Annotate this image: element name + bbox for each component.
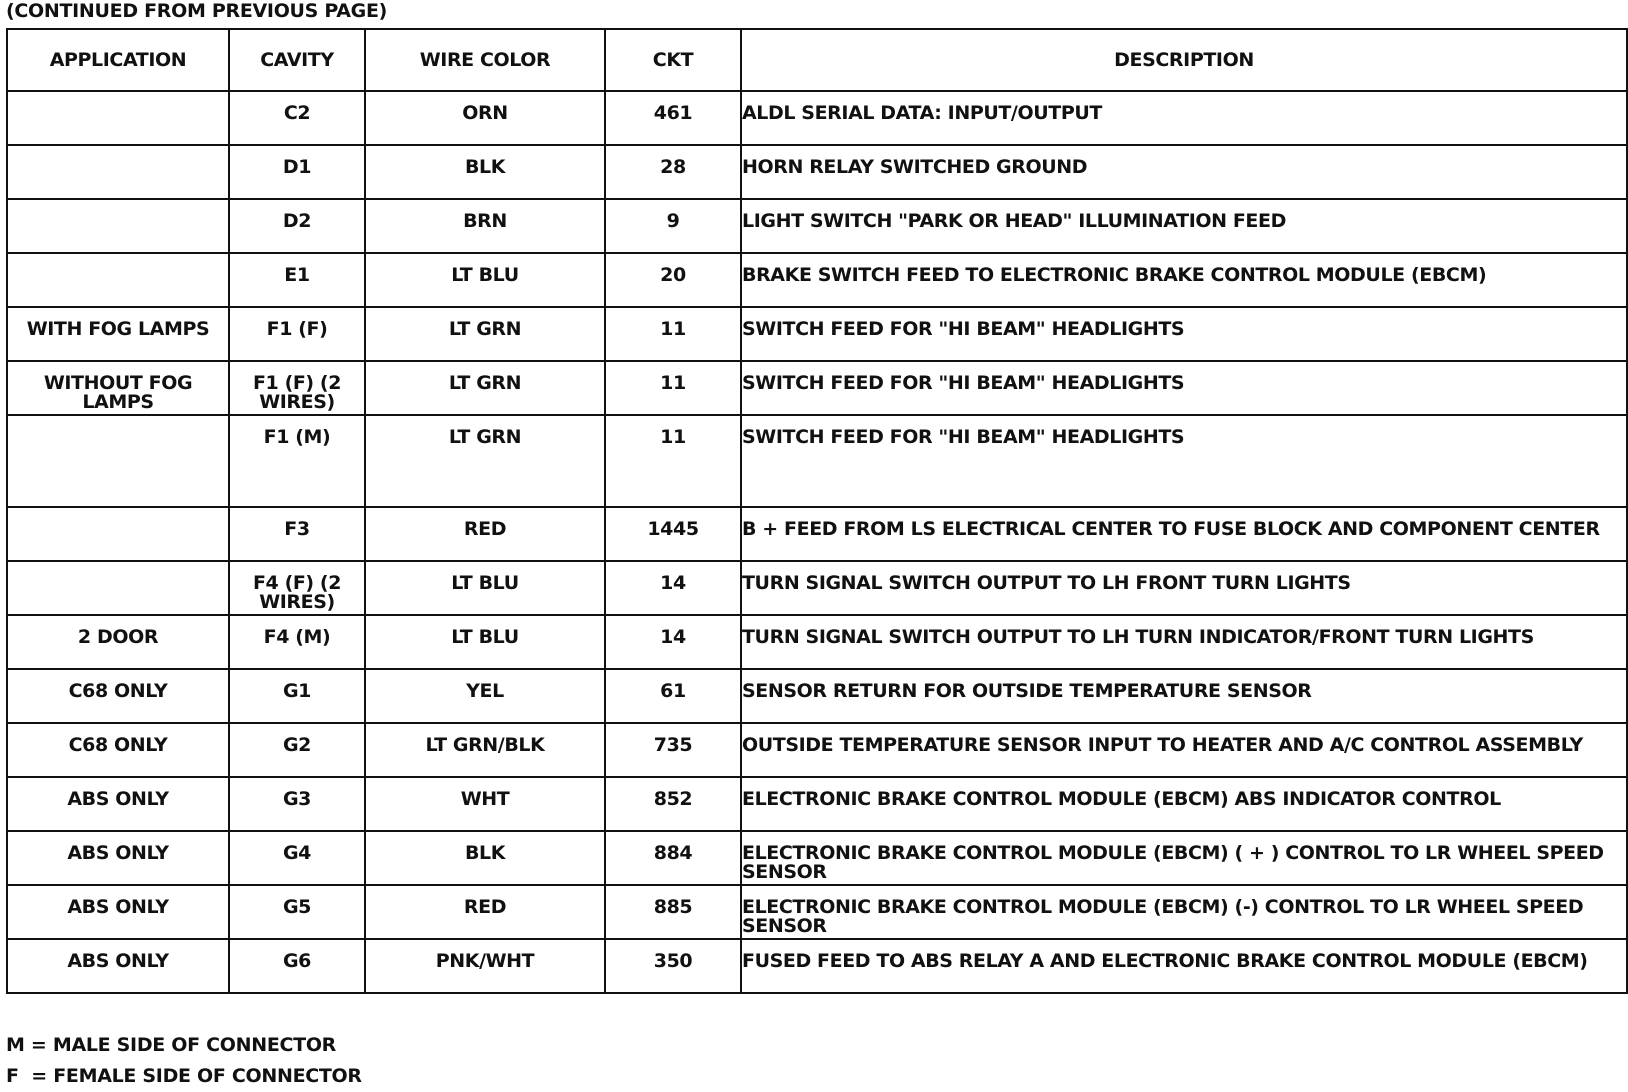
- cell-application: [7, 507, 229, 561]
- cell-application: C68 ONLY: [7, 669, 229, 723]
- cell-ckt: 852: [605, 777, 741, 831]
- column-header-wire-color: WIRE COLOR: [365, 29, 605, 91]
- cell-ckt: 61: [605, 669, 741, 723]
- cell-cavity: F1 (M): [229, 415, 365, 507]
- cell-description: ELECTRONIC BRAKE CONTROL MODULE (EBCM) ( + ) CONTROL TO LR WHEEL SPEED SENSOR: [741, 831, 1627, 885]
- cell-application: ABS ONLY: [7, 777, 229, 831]
- cell-description: HORN RELAY SWITCHED GROUND: [741, 145, 1627, 199]
- cell-wire-color: WHT: [365, 777, 605, 831]
- cell-application: [7, 91, 229, 145]
- cell-ckt: 14: [605, 615, 741, 669]
- cell-wire-color: LT BLU: [365, 615, 605, 669]
- cell-application: ABS ONLY: [7, 939, 229, 993]
- cell-wire-color: LT GRN: [365, 361, 605, 415]
- cell-cavity: F4 (M): [229, 615, 365, 669]
- cell-wire-color: LT BLU: [365, 561, 605, 615]
- cell-application: [7, 561, 229, 615]
- cell-description: SWITCH FEED FOR "HI BEAM" HEADLIGHTS: [741, 307, 1627, 361]
- table-row: [7, 253, 1627, 307]
- cell-description: ELECTRONIC BRAKE CONTROL MODULE (EBCM) ABS INDICATOR CONTROL: [741, 777, 1627, 831]
- cell-ckt: 735: [605, 723, 741, 777]
- cell-ckt: 11: [605, 307, 741, 361]
- cell-wire-color: LT BLU: [365, 253, 605, 307]
- column-header-cavity: CAVITY: [229, 29, 365, 91]
- cell-ckt: 9: [605, 199, 741, 253]
- cell-ckt: 885: [605, 885, 741, 939]
- cell-application: [7, 199, 229, 253]
- cell-wire-color: LT GRN: [365, 307, 605, 361]
- cell-wire-color: LT GRN/BLK: [365, 723, 605, 777]
- cell-wire-color: ORN: [365, 91, 605, 145]
- table-row: [7, 361, 1627, 415]
- cell-description: ALDL SERIAL DATA: INPUT/OUTPUT: [741, 91, 1627, 145]
- table-row: [7, 669, 1627, 723]
- cell-cavity: E1: [229, 253, 365, 307]
- footnote-male: M = MALE SIDE OF CONNECTOR: [6, 1034, 336, 1056]
- cell-wire-color: PNK/WHT: [365, 939, 605, 993]
- cell-description: SWITCH FEED FOR "HI BEAM" HEADLIGHTS: [741, 415, 1627, 507]
- cell-application: C68 ONLY: [7, 723, 229, 777]
- table-row: [7, 507, 1627, 561]
- cell-wire-color: BLK: [365, 831, 605, 885]
- column-header-description: DESCRIPTION: [741, 29, 1627, 91]
- cell-wire-color: RED: [365, 507, 605, 561]
- cell-cavity: G2: [229, 723, 365, 777]
- cell-description: B + FEED FROM LS ELECTRICAL CENTER TO FUSE BLOCK AND COMPONENT CENTER: [741, 507, 1627, 561]
- cell-ckt: 14: [605, 561, 741, 615]
- cell-description: SENSOR RETURN FOR OUTSIDE TEMPERATURE SENSOR: [741, 669, 1627, 723]
- cell-cavity: C2: [229, 91, 365, 145]
- table-row: [7, 723, 1627, 777]
- table-row: [7, 561, 1627, 615]
- cell-ckt: 884: [605, 831, 741, 885]
- cell-description: LIGHT SWITCH "PARK OR HEAD" ILLUMINATION FEED: [741, 199, 1627, 253]
- cell-application: WITH FOG LAMPS: [7, 307, 229, 361]
- cell-application: ABS ONLY: [7, 831, 229, 885]
- cell-cavity: F1 (F): [229, 307, 365, 361]
- table-row: [7, 615, 1627, 669]
- table-header-row: [7, 29, 1627, 91]
- cell-cavity: D2: [229, 199, 365, 253]
- cell-cavity: D1: [229, 145, 365, 199]
- cell-wire-color: LT GRN: [365, 415, 605, 507]
- cell-description: BRAKE SWITCH FEED TO ELECTRONIC BRAKE CONTROL MODULE (EBCM): [741, 253, 1627, 307]
- table-row: [7, 307, 1627, 361]
- cell-wire-color: BRN: [365, 199, 605, 253]
- cell-description: TURN SIGNAL SWITCH OUTPUT TO LH FRONT TURN LIGHTS: [741, 561, 1627, 615]
- cell-ckt: 461: [605, 91, 741, 145]
- cell-ckt: 28: [605, 145, 741, 199]
- cell-wire-color: YEL: [365, 669, 605, 723]
- table-row: [7, 199, 1627, 253]
- table-row: [7, 885, 1627, 939]
- cell-application: 2 DOOR: [7, 615, 229, 669]
- column-header-application: APPLICATION: [7, 29, 229, 91]
- cell-cavity: G5: [229, 885, 365, 939]
- column-header-ckt: CKT: [605, 29, 741, 91]
- cell-ckt: 11: [605, 415, 741, 507]
- footnotes: [6, 1030, 362, 1092]
- table-row: [7, 939, 1627, 993]
- cell-wire-color: BLK: [365, 145, 605, 199]
- table-row: [7, 145, 1627, 199]
- cell-ckt: 20: [605, 253, 741, 307]
- cell-application: [7, 415, 229, 507]
- cell-cavity: F4 (F) (2 WIRES): [229, 561, 365, 615]
- table-row: [7, 415, 1627, 507]
- cell-cavity: F1 (F) (2 WIRES): [229, 361, 365, 415]
- cell-description: OUTSIDE TEMPERATURE SENSOR INPUT TO HEATER AND A/C CONTROL ASSEMBLY: [741, 723, 1627, 777]
- cell-cavity: G3: [229, 777, 365, 831]
- cell-description: ELECTRONIC BRAKE CONTROL MODULE (EBCM) (-) CONTROL TO LR WHEEL SPEED SENSOR: [741, 885, 1627, 939]
- table-row: [7, 831, 1627, 885]
- cell-application: [7, 145, 229, 199]
- cell-application: [7, 253, 229, 307]
- cell-cavity: G4: [229, 831, 365, 885]
- cell-cavity: G6: [229, 939, 365, 993]
- cell-application: ABS ONLY: [7, 885, 229, 939]
- cell-application: WITHOUT FOG LAMPS: [7, 361, 229, 415]
- cell-description: FUSED FEED TO ABS RELAY A AND ELECTRONIC BRAKE CONTROL MODULE (EBCM): [741, 939, 1627, 993]
- cell-cavity: F3: [229, 507, 365, 561]
- cell-ckt: 11: [605, 361, 741, 415]
- cell-wire-color: RED: [365, 885, 605, 939]
- table-row: [7, 777, 1627, 831]
- continued-note: (CONTINUED FROM PREVIOUS PAGE): [6, 0, 388, 22]
- cell-ckt: 350: [605, 939, 741, 993]
- connector-table: [6, 28, 1628, 994]
- cell-cavity: G1: [229, 669, 365, 723]
- table-row: [7, 91, 1627, 145]
- footnote-female: F = FEMALE SIDE OF CONNECTOR: [6, 1065, 362, 1087]
- cell-description: SWITCH FEED FOR "HI BEAM" HEADLIGHTS: [741, 361, 1627, 415]
- cell-ckt: 1445: [605, 507, 741, 561]
- cell-description: TURN SIGNAL SWITCH OUTPUT TO LH TURN INDICATOR/FRONT TURN LIGHTS: [741, 615, 1627, 669]
